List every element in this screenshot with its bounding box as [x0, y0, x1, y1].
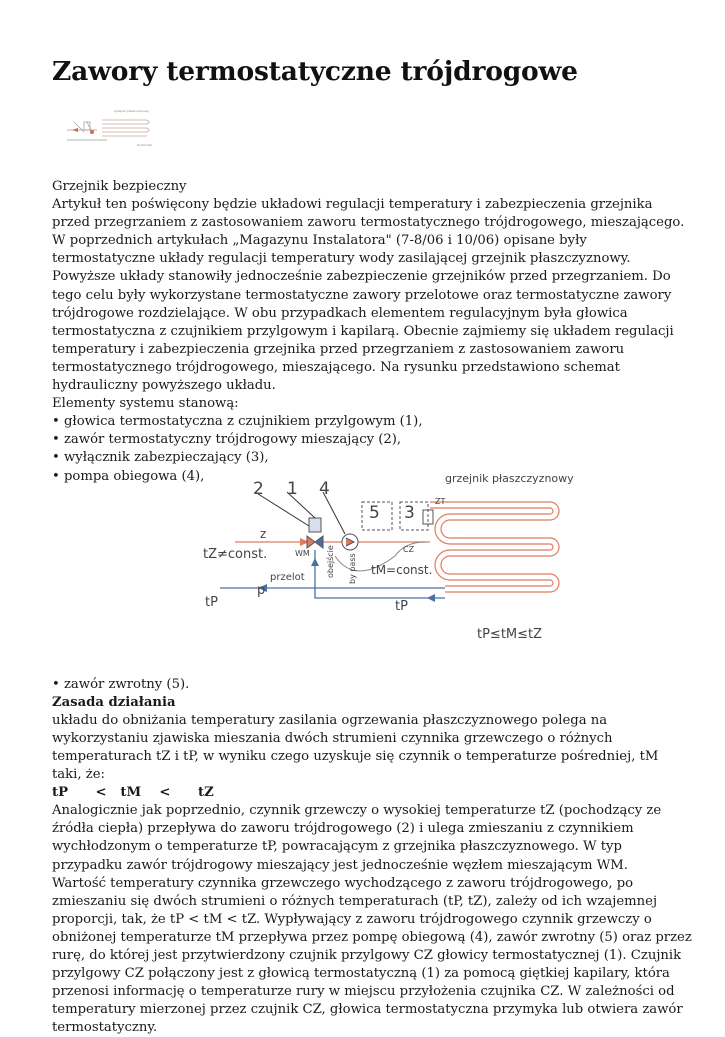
list-item: • pompa obiegowa (4), [52, 468, 205, 484]
page-title: Zawory termostatyczne trójdrogowe [52, 56, 578, 87]
intro-paragraph-2: W poprzednich artykułach „Magazynu Instalatora" (7-8/06 i 10/06) opisane były termostatyczne układy regulacji temperatury wody zasilającej grzejnik płaszczyznowy. Powyższe układy stanowiły jednocześnie zabezpieczenie grzejników przed przegrzaniem. Do tego celu były wykorzystane termostatyczne zawory przelotowe oraz termostatyczne zawory trójdrogowe rozdzielające. W obu przypadkach elementem regulacyjnym była głowica termostatyczna z czujnikiem przylgowym i kapilarą. Obecnie zajmiemy się układem regulacji temperatury i zabezpieczenia grzejnika przed przegrzaniem z zastosowaniem zaworu termostatycznego trójdrogowego, mieszającego. Na rysunku przedstawiono schemat hydrauliczny powyższego układu. [52, 233, 674, 394]
label-z: z [260, 527, 267, 541]
label-zt: ZT [435, 497, 446, 506]
temperature-formula: tP < tM < tZ [52, 785, 214, 801]
zasada-paragraph-3: Wartość temperatury czynnika grzewczego wychodzącego z zaworu trójdrogowego, po zmieszaniu się dwóch strumieni o różnych temperaturach (tP, tZ), zależy od ich wzajemnej proporcji, tak, że tP < tM < tZ. Wypływający z zaworu trójdrogowego czynnik grzewczy o obniżonej temperaturze tM przepływa przez pompę obiegową (4), zawór zwrotny (5) oraz przez rurę, do której jest przytwierdzony czujnik przylgowy CZ głowicy termostatycznej (1). Czujnik przylgowy CZ połączony jest z głowicą termostatyczną (1) za pomocą giętkiej kapilary, która przenosi informację o temperaturze rury w miejscu przyłożenia czujnika CZ. W zależności od temperatury mierzonej przez czujnik CZ, głowica termostatyczna przymyka lub otwiera zawór termostatyczny. [52, 875, 692, 1036]
label-tz-const: tZ≠const. [203, 547, 268, 562]
label-wm: WM [295, 549, 310, 558]
list-item: • zawór termostatyczny trójdrogowy mieszający (2), [52, 432, 402, 448]
intro-paragraph-1: Artykuł ten poświęcony będzie układowi regulacji temperatury i zabezpieczenia grzejnika przed przegrzaniem z zastosowaniem zaworu termostatycznego trójdrogowego, mieszającego. [52, 197, 685, 231]
list-item: • głowica termostatyczna z czujnikiem przylgowym (1), [52, 414, 423, 430]
label-grzejnik: grzejnik płaszczyznowy [445, 472, 574, 485]
elements-heading: Elementy systemu stanową: [52, 396, 239, 412]
label-relation: tP≤tM≤tZ [477, 627, 543, 642]
label-tm-const: tM=const. [371, 563, 433, 577]
intro-heading: Grzejnik bezpieczny [52, 179, 187, 194]
thumbnail-diagram-image [62, 100, 162, 152]
zasada-paragraph-2: Analogicznie jak poprzednio, czynnik grzewczy o wysokiej temperaturze tZ (pochodzący ze źródła ciepła) przepływa do zaworu trójdrogowego (2) i ulega zmieszaniu z czynnikiem wychłodzonym o temperaturze tP, powracającym z grzejnika płaszczyznowego. W typ przypadku zawór trójdrogowy mieszający jest jednocześnie węzłem mieszającym WM. [52, 803, 662, 873]
label-1: 1 [287, 479, 298, 499]
list-item: • wyłącznik zabezpieczający (3), [52, 450, 269, 466]
label-cz: CZ [403, 545, 415, 554]
label-by-pass: by pass [348, 553, 357, 584]
label-3: 3 [404, 503, 415, 523]
label-przelot: przelot [270, 572, 305, 583]
label-tp-right: tP [395, 599, 408, 614]
zasada-paragraph-1: układu do obniżania temperatury zasilania ogrzewania płaszczyznowego polega na wykorzystaniu zjawiska mieszania dwóch strumieni czynnika grzewczego o różnych temperaturach tZ i tP, w wyniku czego uzyskuje się czynnik o temperaturze pośredniej, tM taki, że: [52, 712, 659, 783]
label-2: 2 [253, 479, 264, 499]
list-item: • zawór zwrotny (5). [52, 676, 190, 692]
label-5: 5 [369, 503, 380, 523]
svg-text:grzejnik płaszczyznowy: grzejnik płaszczyznowy [114, 109, 150, 113]
svg-text:tp≤tm≤tz: tp≤tm≤tz [137, 143, 152, 147]
label-tp-left: tP [205, 595, 218, 610]
label-4: 4 [319, 479, 330, 499]
label-obejscie: obejście [326, 545, 335, 578]
radiator-coil [430, 502, 559, 592]
section-heading: Zasada działania [52, 694, 176, 710]
hydraulic-diagram [195, 466, 580, 646]
label-p: p [257, 583, 266, 598]
